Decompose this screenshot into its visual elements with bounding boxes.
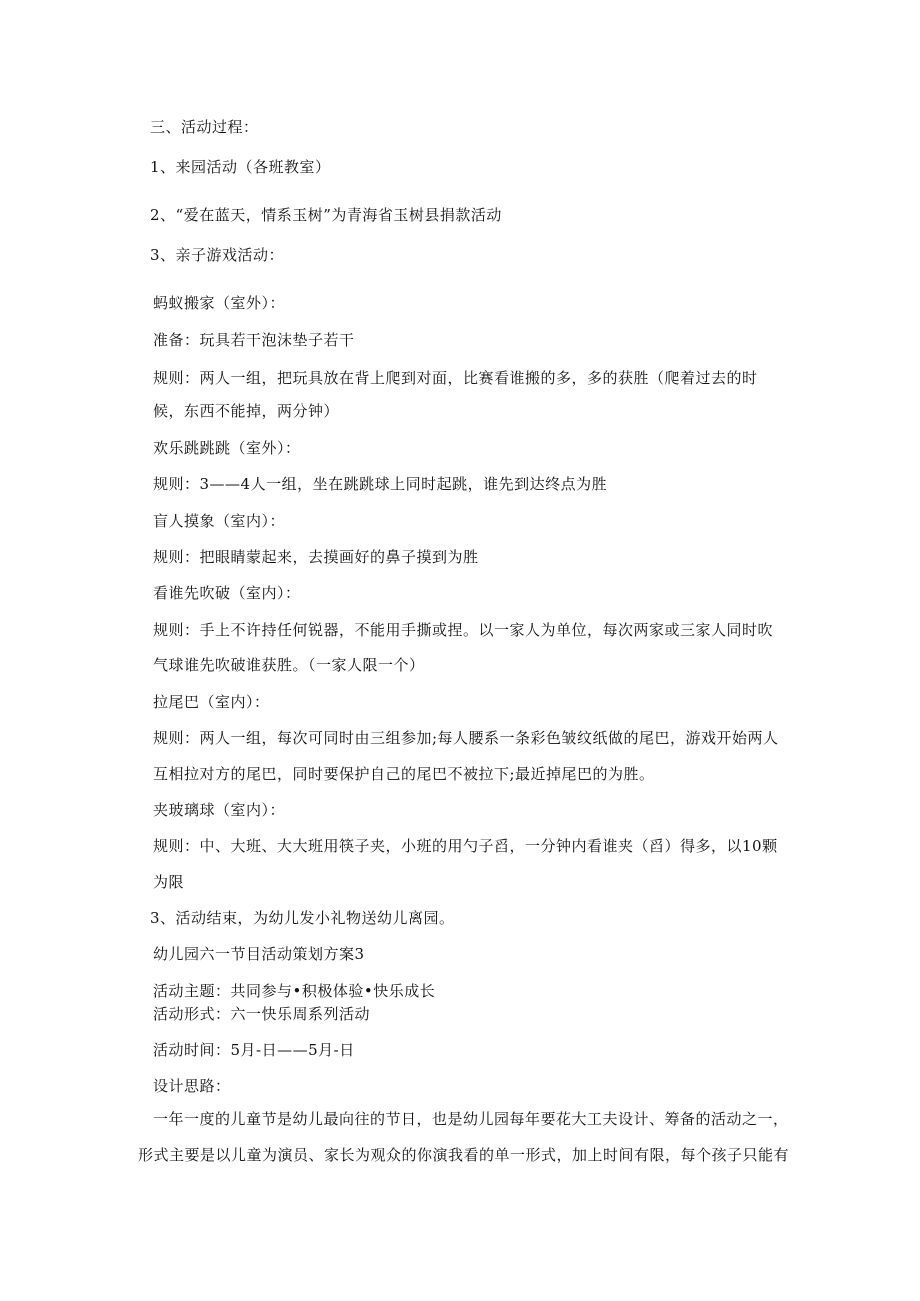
design-idea-paragraph-2: 形式主要是以儿童为演员、家长为观众的你演我看的单一形式，加上时间有限，每个孩子只能有 (138, 1146, 790, 1164)
game-title-blind-elephant: 盲人摸象（室内）： (153, 512, 286, 530)
activity-theme: 活动主题：共同参与•积极体验•快乐成长 (153, 982, 436, 1000)
game-rule-tail-2: 互相拉对方的尾巴，同时要保护自己的尾巴不被拉下;最近掉尾巴的为胜。 (153, 765, 655, 783)
game-title-ant-moving: 蚂蚁搬家（室外）： (153, 294, 286, 312)
game-title-tail: 拉尾巴（室内）： (153, 693, 270, 711)
activity-time: 活动时间：5月-日——5月-日 (153, 1041, 355, 1059)
design-idea-paragraph-1: 一年一度的儿童节是幼儿最向往的节日，也是幼儿园每年要花大工夫设计、筹备的活动之一， (153, 1110, 789, 1128)
game-rule-marbles-2: 为限 (153, 873, 185, 891)
game-title-jumping: 欢乐跳跳跳（室外）： (153, 439, 301, 457)
game-title-marbles: 夹玻璃球（室内）： (153, 801, 286, 819)
game-rule-jumping: 规则：3——4人一组，坐在跳跳球上同时起跳，谁先到达终点为胜 (153, 475, 608, 493)
game-preparation: 准备：玩具若干泡沫垫子若干 (153, 331, 355, 349)
game-rule-blind-elephant: 规则：把眼睛蒙起来，去摸画好的鼻子摸到为胜 (153, 548, 479, 566)
section-heading-activity-process: 三、活动过程： (150, 118, 259, 136)
item-arrival-activity: 1、来园活动（各班教室） (150, 158, 331, 176)
item-donation-activity: 2、“爱在蓝天，情系玉树”为青海省玉树县捐款活动 (150, 206, 502, 224)
plan-title: 幼儿园六一节目活动策划方案3 (153, 945, 365, 963)
game-rule-ant-moving-1: 规则：两人一组，把玩具放在背上爬到对面，比赛看谁搬的多，多的获胜（爬着过去的时 (153, 369, 758, 387)
game-rule-marbles-1: 规则：中、大班、大大班用筷子夹，小班的用勺子舀，一分钟内看谁夹（舀）得多，以10颗 (153, 837, 778, 855)
game-rule-tail-1: 规则：两人一组，每次可同时由三组参加;每人腰系一条彩色皱纹纸做的尾巴，游戏开始两人 (153, 729, 779, 747)
item-parent-child-games: 3、亲子游戏活动： (150, 246, 285, 264)
design-idea-heading: 设计思路： (153, 1077, 231, 1095)
activity-form: 活动形式：六一快乐周系列活动 (153, 1005, 371, 1023)
game-rule-balloon-1: 规则：手上不许持任何锐器，不能用手撕或捏。以一家人为单位，每次两家或三家人同时吹 (153, 621, 774, 639)
game-title-balloon: 看谁先吹破（室内）： (153, 584, 301, 602)
game-rule-balloon-2: 气球谁先吹破谁获胜。（一家人限一个） (153, 656, 425, 674)
item-activity-end: 3、活动结束，为幼儿发小礼物送幼儿离园。 (150, 909, 455, 927)
game-rule-ant-moving-2: 候，东西不能掉，两分钟） (153, 402, 340, 420)
